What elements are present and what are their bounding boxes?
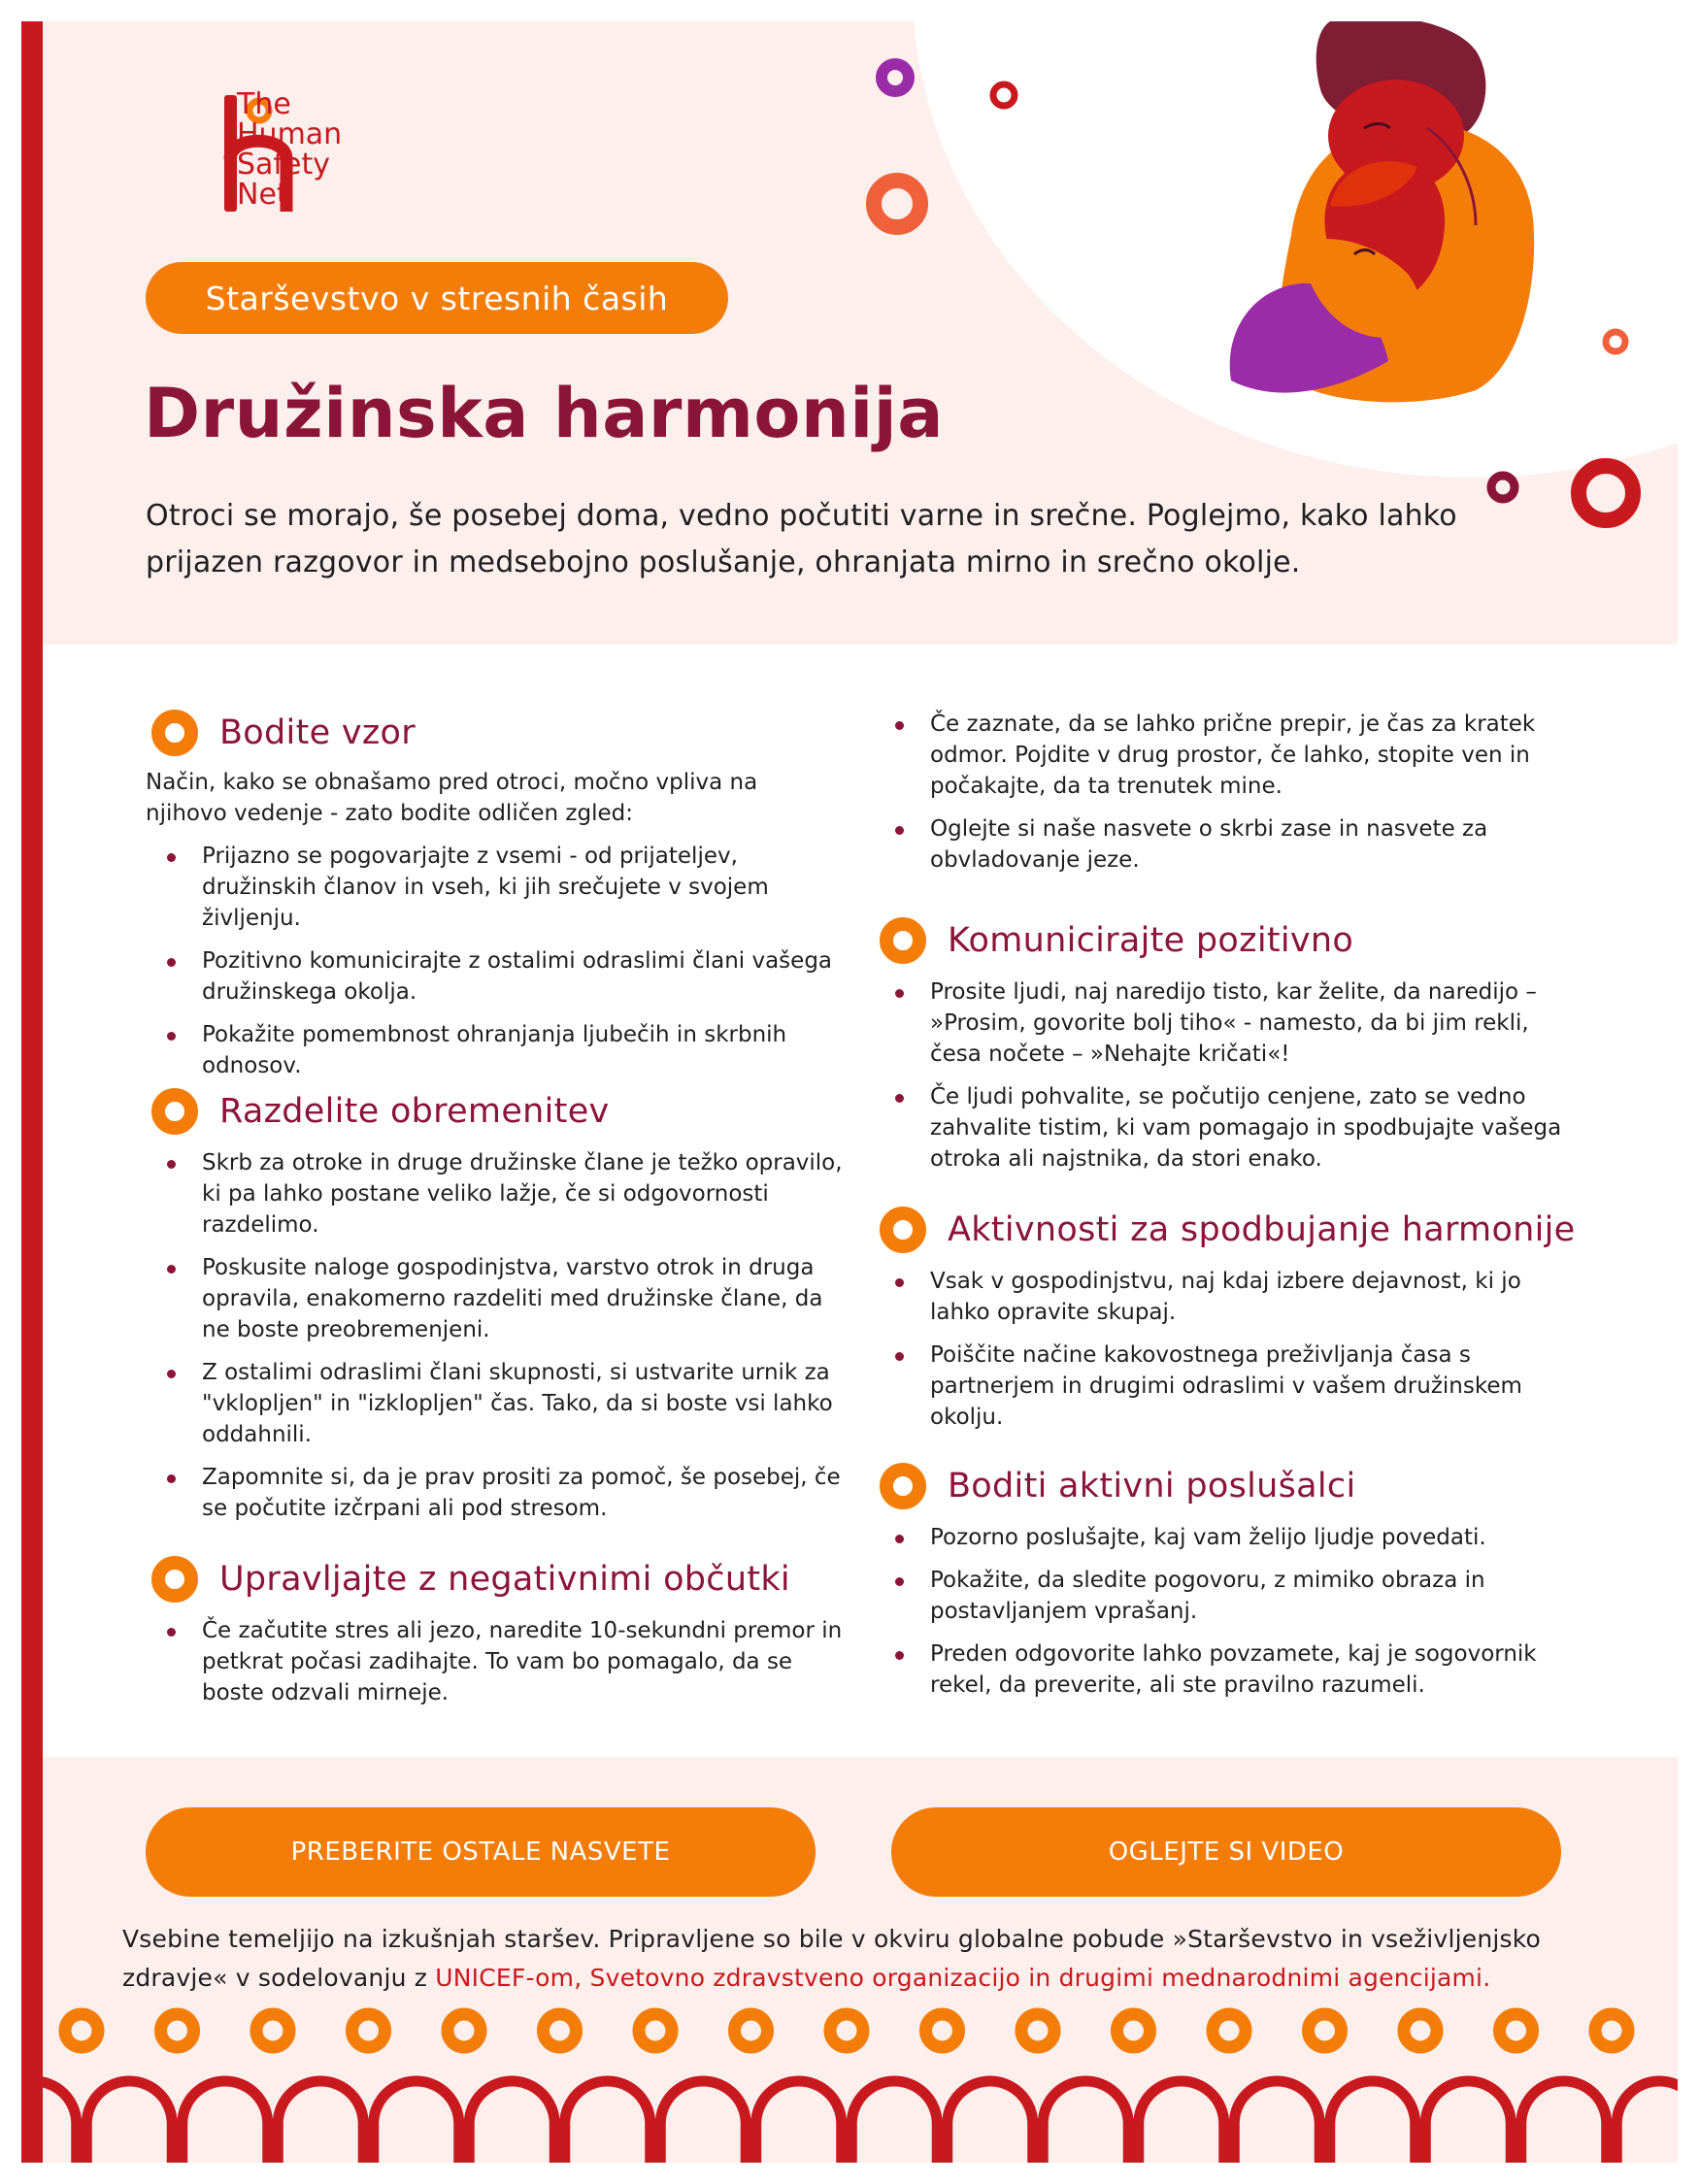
list-item bbox=[874, 1565, 1573, 1627]
list-item bbox=[146, 1147, 845, 1241]
footnote-text: Vsebine temeljijo na izkušnjah staršev. Pripravljene so bile v okviru globalne pobude »Starševstvo in vseživljenjsko zdravje« v sodelovanju z bbox=[122, 1925, 1542, 1992]
footer-pattern-icon bbox=[43, 1996, 1678, 2163]
footer-ring-icon bbox=[161, 2014, 194, 2047]
list-item-text: Če začutite stres ali jezo, naredite 10-sekundni premor in petkrat počasi zadihajte. To vam bo pomagalo, da se boste odzvali mirneje. bbox=[202, 1618, 843, 1705]
list-item-text: Pokažite pomembnost ohranjanja ljubečih in skrbnih odnosov. bbox=[202, 1022, 787, 1078]
footer-ring-icon bbox=[448, 2014, 481, 2047]
logo-wordmark bbox=[237, 89, 342, 210]
footer-arch-icon bbox=[469, 2081, 554, 2163]
list-item-text: Oglejte si naše nasvete o skrbi zase in nasvete za obvladovanje jeze. bbox=[930, 816, 1488, 873]
bullet-dot-icon bbox=[167, 1160, 176, 1169]
bullet-dot-icon bbox=[895, 721, 904, 730]
list-item bbox=[146, 1019, 845, 1081]
list-item bbox=[874, 1266, 1573, 1328]
footer-arch-icon bbox=[86, 2081, 172, 2163]
bullet-dot-icon bbox=[167, 958, 176, 967]
footnote bbox=[122, 1920, 1637, 1998]
orange-ring-icon bbox=[151, 1556, 198, 1603]
list-item-text: Preden odgovorite lahko povzamete, kaj je sogovornik rekel, da preverite, ali ste pravilno razumeli. bbox=[930, 1641, 1537, 1698]
partners-link[interactable]: UNICEF-om, Svetovno zdravstveno organizacijo in drugimi mednarodnimi agencijami. bbox=[435, 1964, 1491, 1992]
footer-arch-icon bbox=[1234, 2081, 1319, 2163]
footer-ring-icon bbox=[735, 2014, 768, 2047]
bullet-list bbox=[146, 1147, 845, 1524]
list-item bbox=[874, 709, 1573, 802]
bullet-dot-icon bbox=[167, 1474, 176, 1483]
footer-ring-icon bbox=[1595, 2014, 1628, 2047]
footer-arch-icon bbox=[1425, 2081, 1511, 2163]
list-item bbox=[874, 1522, 1573, 1553]
orange-ring-icon bbox=[880, 1207, 926, 1253]
bullet-dot-icon bbox=[167, 1032, 176, 1041]
section-title: Bodite vzor bbox=[219, 713, 416, 752]
bullet-dot-icon bbox=[895, 1651, 904, 1660]
bullet-dot-icon bbox=[895, 1278, 904, 1287]
footer-arch-icon bbox=[1521, 2081, 1607, 2163]
footer-ring-icon bbox=[1404, 2014, 1437, 2047]
bullet-dot-icon bbox=[167, 853, 176, 862]
list-item-text: Če zaznate, da se lahko prične prepir, je čas za kratek odmor. Pojdite v drug prostor, če lahko, stopite ven in počakajte, da ta trenutek mine. bbox=[930, 711, 1536, 799]
bullet-dot-icon bbox=[895, 1577, 904, 1586]
section-aktivnosti bbox=[874, 1206, 1576, 1433]
section-heading bbox=[146, 709, 845, 757]
section-intro: Način, kako se obnašamo pred otroci, močno vpliva na njihovo vedenje - zato bodite odličen zgled: bbox=[146, 770, 758, 826]
footer-arch-icon bbox=[278, 2081, 363, 2163]
list-item bbox=[146, 1615, 845, 1708]
orange-ring-icon bbox=[880, 917, 926, 964]
orange-ring-icon bbox=[151, 1088, 198, 1135]
list-item-text: Prijazno se pogovarjajte z vsemi - od prijateljev, družinskih članov in vseh, ki jih srečujete v svojem življenju. bbox=[202, 844, 769, 931]
footer-ring-icon bbox=[544, 2014, 577, 2047]
list-item bbox=[146, 1462, 845, 1524]
bullet-dot-icon bbox=[895, 1535, 904, 1543]
section-title: Aktivnosti za spodbujanje harmonije bbox=[948, 1210, 1576, 1249]
footer-ring-icon bbox=[1309, 2014, 1342, 2047]
bullet-list bbox=[874, 709, 1573, 876]
bullet-dot-icon bbox=[895, 989, 904, 998]
list-item bbox=[874, 813, 1573, 876]
list-item-text: Pozitivno komunicirajte z ostalimi odraslimi člani vašega družinskega okolja. bbox=[202, 948, 833, 1005]
section-heading bbox=[146, 1087, 845, 1136]
footer-ring-icon bbox=[830, 2014, 863, 2047]
list-item-text: Skrb za otroke in druge družinske člane je težko opravilo, ki pa lahko postane veliko lažje, če si odgovornosti razdelimo. bbox=[202, 1150, 843, 1238]
section-title: Komunicirajte pozitivno bbox=[948, 921, 1354, 960]
list-item-text: Vsak v gospodinjstvu, naj kdaj izbere dejavnost, ki jo lahko opravite skupaj. bbox=[930, 1269, 1521, 1325]
orange-ring-icon bbox=[151, 710, 198, 756]
section-heading bbox=[874, 916, 1573, 965]
bullet-dot-icon bbox=[895, 1352, 904, 1361]
list-item-text: Poiščite načine kakovostnega preživljanja časa s partnerjem in drugimi odraslimi v vašem družinskem okolju. bbox=[930, 1342, 1522, 1430]
list-item bbox=[874, 976, 1573, 1070]
footer-ring-icon bbox=[1117, 2014, 1150, 2047]
list-item-text: Prosite ljudi, naj naredijo tisto, kar želite, da naredijo – »Prosim, govorite bolj tiho« - namesto, da bi jim rekli, česa nočete – »Nehajte kričati«! bbox=[930, 979, 1537, 1067]
intro-text: Otroci se morajo, še posebej doma, vedno počutiti varne in srečne. Poglejmo, kako lahko prijazen razgovor in medsebojno poslušanje, ohranjata mirno in srečno okolje. bbox=[146, 499, 1457, 579]
hero-panel bbox=[43, 21, 1678, 645]
footer-ring-icon bbox=[65, 2014, 98, 2047]
list-item bbox=[874, 1340, 1573, 1433]
list-item-text: Poskusite naloge gospodinjstva, varstvo otrok in druga opravila, enakomerno razdeliti med družinske člane, da ne boste preobremenjeni. bbox=[202, 1255, 823, 1342]
bullet-dot-icon bbox=[167, 1370, 176, 1378]
page-title: Družinska harmonija bbox=[144, 374, 945, 453]
list-item bbox=[146, 841, 845, 934]
left-border bbox=[21, 21, 43, 2163]
section-komunicirajte bbox=[874, 916, 1573, 1175]
list-item bbox=[146, 1252, 845, 1345]
footer-ring-icon bbox=[1500, 2014, 1533, 2047]
logo-line: Safety bbox=[237, 148, 330, 182]
section-upravljajte bbox=[146, 1555, 845, 1708]
section-poslusalci bbox=[874, 1462, 1573, 1701]
footer-ring-icon bbox=[256, 2014, 289, 2047]
bullet-list bbox=[146, 841, 845, 1081]
footer-arch-icon bbox=[43, 2081, 77, 2163]
decor-rings-icon bbox=[854, 35, 942, 307]
bullet-list bbox=[874, 1522, 1573, 1701]
bullet-dot-icon bbox=[167, 1628, 176, 1637]
footer-arch-icon bbox=[183, 2081, 268, 2163]
bullet-dot-icon bbox=[167, 1265, 176, 1274]
logo-line: Human bbox=[237, 117, 343, 151]
footer-ring-icon bbox=[1213, 2014, 1246, 2047]
section-upravljajte-continued bbox=[874, 709, 1573, 876]
footer-arch-icon bbox=[565, 2081, 650, 2163]
orange-ring-icon bbox=[880, 1463, 926, 1509]
footer-arch-icon bbox=[756, 2081, 842, 2163]
section-heading bbox=[874, 1462, 1573, 1510]
list-item-text: Pozorno poslušajte, kaj vam želijo ljudje povedati. bbox=[930, 1525, 1486, 1550]
footer-ring-icon bbox=[639, 2014, 672, 2047]
footer-arch-icon bbox=[1330, 2081, 1416, 2163]
footer-arch-icon bbox=[1043, 2081, 1128, 2163]
section-razdelite bbox=[146, 1087, 845, 1524]
footer-arch-icon bbox=[374, 2081, 459, 2163]
section-heading bbox=[146, 1555, 845, 1604]
footer-ring-icon bbox=[1021, 2014, 1054, 2047]
bullet-dot-icon bbox=[895, 1094, 904, 1103]
decor-ring-small-icon bbox=[984, 76, 1023, 115]
footer-ring-icon bbox=[926, 2014, 959, 2047]
footer-arch-icon bbox=[660, 2081, 746, 2163]
list-item bbox=[874, 1081, 1573, 1175]
list-item-text: Z ostalimi odraslimi člani skupnosti, si ustvarite urnik za "vklopljen" in "izklopljen" čas. Tako, da si boste vsi lahko oddahnili. bbox=[202, 1360, 833, 1447]
logo-line: The bbox=[237, 87, 291, 121]
list-item bbox=[146, 945, 845, 1008]
section-title: Boditi aktivni poslušalci bbox=[948, 1467, 1356, 1506]
bullet-list bbox=[146, 1615, 845, 1708]
footer-arch-icon bbox=[948, 2081, 1033, 2163]
footer-arch-icon bbox=[1616, 2081, 1678, 2163]
section-bodite-vzor bbox=[146, 709, 845, 1081]
section-title: Razdelite obremenitev bbox=[219, 1092, 610, 1131]
footer-arch-icon bbox=[1139, 2081, 1224, 2163]
watch-video-button[interactable]: OGLEJTE SI VIDEO bbox=[891, 1807, 1561, 1897]
bullet-list bbox=[874, 1266, 1573, 1433]
list-item bbox=[874, 1638, 1573, 1701]
list-item-text: Pokažite, da sledite pogovoru, z mimiko obraza in postavljanjem vprašanj. bbox=[930, 1568, 1485, 1624]
list-item-text: Če ljudi pohvalite, se počutijo cenjene, zato se vedno zahvalite tistim, ki vam pomagajo in spodbujajte vašega otroka ali najstnika, da stori enako. bbox=[930, 1084, 1562, 1172]
series-label-pill: Starševstvo v stresnih časih bbox=[146, 262, 728, 334]
parent-child-hug-illustration bbox=[1184, 21, 1612, 410]
footer-arch-icon bbox=[851, 2081, 937, 2163]
read-more-tips-button[interactable]: PREBERITE OSTALE NASVETE bbox=[146, 1807, 816, 1897]
list-item bbox=[146, 1357, 845, 1450]
logo-line: Net bbox=[237, 178, 288, 212]
list-item-text: Zapomnite si, da je prav prositi za pomoč, še posebej, če se počutite izčrpani ali pod stresom. bbox=[202, 1465, 841, 1521]
section-heading bbox=[874, 1206, 1576, 1254]
section-title: Upravljajte z negativnimi občutki bbox=[219, 1560, 790, 1599]
bullet-dot-icon bbox=[895, 826, 904, 835]
bullet-list bbox=[874, 976, 1573, 1175]
footer-ring-icon bbox=[352, 2014, 385, 2047]
footer-panel bbox=[43, 1757, 1678, 2163]
